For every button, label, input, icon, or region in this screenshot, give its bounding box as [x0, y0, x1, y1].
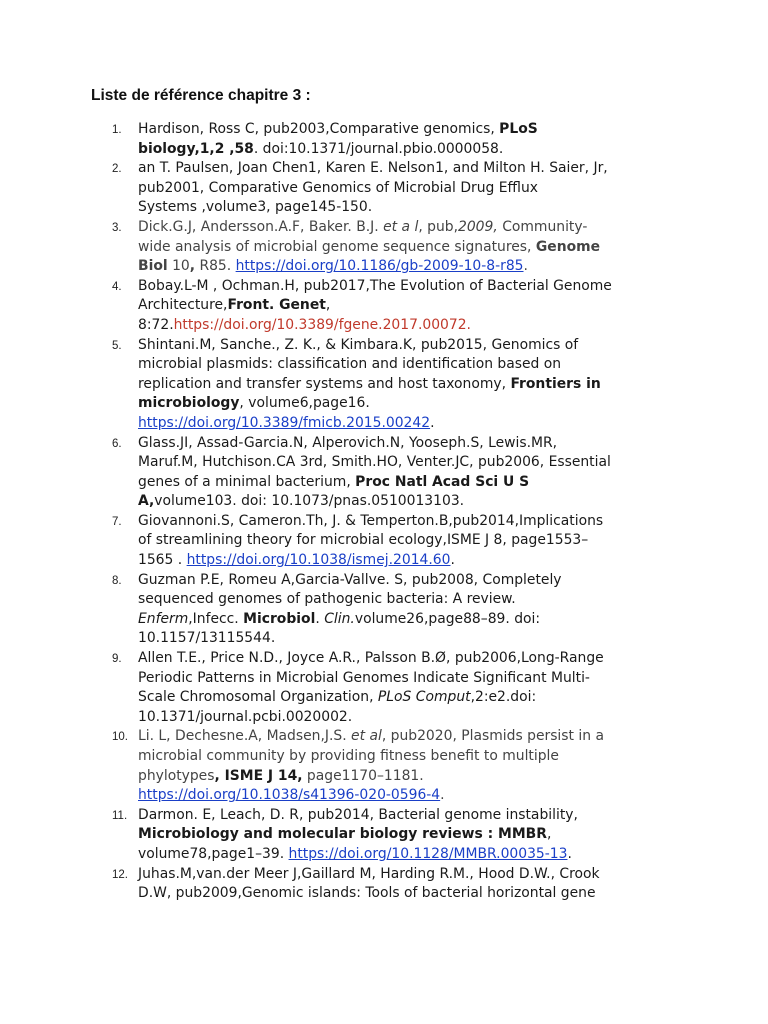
reference-line [138, 865, 678, 885]
reference-text: Scale Chromosomal Organization, [138, 689, 378, 706]
reference-line [138, 238, 678, 258]
reference-text: ,2:e2.doi: [470, 689, 537, 706]
reference-line [138, 649, 678, 669]
reference-bold-text: Genome [535, 238, 601, 255]
reference-text: ,Infecc. [188, 610, 244, 627]
reference-text: replication and transfer systems and host taxonomy, [138, 375, 511, 392]
reference-line [138, 414, 678, 434]
reference-text: pub2001, Comparative Genomics of Microbial Drug Efflux [138, 179, 539, 196]
reference-italic-text: Clin. [324, 610, 355, 627]
reference-text: . [430, 414, 435, 431]
reference-number: 6. [112, 437, 122, 450]
reference-line [138, 708, 678, 728]
reference-text: . [523, 258, 528, 275]
doi-link[interactable]: https://doi.org/10.1038/ismej.2014.60 [186, 552, 451, 569]
reference-line [138, 571, 678, 591]
reference-item [0, 571, 678, 649]
reference-number: 7. [112, 515, 122, 528]
reference-number: 4. [112, 280, 122, 293]
reference-text: genes of a minimal bacterium, [138, 473, 356, 490]
reference-number: 5. [112, 339, 122, 352]
reference-text: , [546, 826, 552, 843]
reference-line [138, 355, 678, 375]
reference-item [0, 727, 678, 805]
reference-text: 10 [167, 258, 190, 275]
reference-text: phylotypes [138, 767, 215, 784]
reference-line [138, 767, 678, 787]
doi-link[interactable]: https://doi.org/10.1186/gb-2009-10-8-r85 [235, 258, 524, 275]
reference-number: 10. [112, 731, 128, 744]
reference-text: volume103. doi: 10.1073/pnas.0510013103. [154, 493, 465, 510]
reference-line [138, 453, 678, 473]
reference-number: 11. [112, 809, 128, 822]
reference-text: . doi:10.1371/journal.pbio.0000058. [253, 140, 504, 157]
reference-line [138, 257, 678, 277]
reference-bold-text: , [189, 258, 196, 275]
reference-text: , [325, 297, 331, 314]
reference-italic-text: PLoS Comput [377, 689, 471, 706]
reference-line [138, 590, 678, 610]
reference-line [138, 845, 678, 865]
reference-text: Giovannoni.S, Cameron.Th, J. & Temperton.B,pub2014,Implications [138, 512, 604, 529]
reference-text: 8:72. [138, 316, 174, 333]
reference-line [138, 492, 678, 512]
reference-line [138, 629, 678, 649]
reference-text: of streamlining theory for microbial ecology,ISME J 8, page1553– [138, 532, 589, 549]
reference-item [0, 120, 678, 159]
reference-item [0, 218, 678, 277]
reference-line [138, 786, 678, 806]
reference-bold-text: Biol [138, 258, 168, 275]
reference-number: 9. [112, 653, 122, 666]
reference-text: , pub, [418, 218, 458, 235]
reference-line [138, 688, 678, 708]
reference-text: Li. L, Dechesne.A, Madsen,J.S. [138, 728, 352, 745]
reference-text: 10.1371/journal.pcbi.0020002. [138, 708, 353, 725]
reference-line [138, 159, 678, 179]
reference-text: https://doi.org/10.3389/fgene.2017.00072. [173, 316, 471, 333]
reference-line [138, 610, 678, 630]
reference-text: wide analysis of microbial genome sequence signatures, [138, 238, 536, 255]
reference-text: Hardison, Ross C, pub2003,Comparative genomics, [138, 121, 500, 137]
reference-bold-text: microbiology [138, 395, 240, 412]
reference-bold-text: Front. Genet [227, 297, 326, 314]
reference-text: Dick.G.J, Andersson.A.F, Baker. B.J. [138, 218, 384, 235]
reference-text: . [440, 787, 445, 804]
reference-line [138, 747, 678, 767]
reference-text: R85. [195, 258, 236, 275]
reference-line [138, 434, 678, 454]
reference-text: Architecture, [138, 297, 228, 314]
reference-bold-text: Microbiol [243, 610, 316, 627]
reference-line [138, 316, 678, 336]
reference-text: . [450, 552, 455, 569]
reference-bold-text: A, [138, 493, 155, 510]
reference-line [138, 198, 678, 218]
reference-text: volume78,page1–39. [138, 845, 289, 862]
page-title: Liste de référence chapitre 3 : [91, 87, 311, 104]
reference-text: Community- [497, 218, 588, 235]
reference-bold-text: biology,1,2 ,58 [138, 140, 254, 157]
reference-line [138, 179, 678, 199]
reference-bold-text: Frontiers in [510, 375, 601, 392]
doi-link[interactable]: https://doi.org/10.1038/s41396-020-0596-4 [138, 787, 441, 804]
reference-text: Allen T.E., Price N.D., Joyce A.R., Palsson B.Ø, pub2006,Long-Range [138, 650, 604, 667]
reference-italic-text: et al [351, 728, 382, 745]
reference-italic-text: Enferm [138, 610, 189, 627]
reference-text: . [315, 610, 325, 627]
reference-line [138, 296, 678, 316]
reference-line [138, 669, 678, 689]
reference-line [138, 375, 678, 395]
doi-link[interactable]: https://doi.org/10.1128/MMBR.00035-13 [288, 845, 568, 862]
reference-line [138, 277, 678, 297]
reference-item [0, 512, 678, 571]
reference-item [0, 649, 678, 727]
reference-line [138, 120, 678, 140]
reference-line [138, 218, 678, 238]
reference-text: 10.1157/13115544. [138, 630, 276, 647]
reference-line [138, 473, 678, 493]
reference-text: Juhas.M,van.der Meer J,Gaillard M, Harding R.M., Hood D.W., Crook [138, 865, 600, 882]
reference-line [138, 336, 678, 356]
reference-item [0, 277, 678, 336]
reference-line [138, 394, 678, 414]
reference-text: microbial community by providing fitness benefit to multiple [138, 748, 559, 764]
reference-text: Periodic Patterns in Microbial Genomes Indicate Significant Multi- [138, 669, 590, 686]
reference-bold-text: Microbiology and molecular biology reviews : MMBR [138, 826, 547, 843]
reference-line [138, 825, 678, 845]
reference-item [0, 865, 678, 904]
reference-bold-text: Proc Natl Acad Sci U S [355, 473, 530, 490]
reference-text: D.W, pub2009,Genomic islands: Tools of bacterial horizontal gene [138, 885, 596, 902]
reference-text: 1565 . [138, 552, 187, 569]
reference-text: microbial plasmids: classification and identification based on [138, 356, 562, 373]
reference-line [138, 512, 678, 532]
reference-list [0, 120, 768, 904]
reference-number: 1. [112, 124, 122, 136]
reference-number: 3. [112, 221, 122, 234]
reference-number: 8. [112, 574, 122, 587]
reference-item [0, 434, 678, 512]
reference-line [138, 727, 678, 747]
reference-line [138, 140, 678, 160]
reference-bold-text: PLoS [499, 121, 538, 137]
reference-line [138, 884, 678, 904]
reference-italic-text: 2009, [458, 218, 498, 235]
reference-text: Glass.JI, Assad-Garcia.N, Alperovich.N, Yooseph.S, Lewis.MR, [138, 434, 558, 451]
reference-number: 2. [112, 163, 122, 176]
reference-text: , volume6,page16. [239, 395, 370, 412]
reference-text: . [567, 845, 572, 862]
reference-text: page1170–1181. [302, 767, 424, 784]
reference-text: Bobay.L-M , Ochman.H, pub2017,The Evolution of Bacterial Genome [138, 277, 612, 294]
reference-text: Systems ,volume3, page145-150. [138, 199, 373, 216]
reference-item [0, 159, 678, 218]
reference-item [0, 336, 678, 434]
reference-item [0, 806, 678, 865]
reference-line [138, 551, 678, 571]
reference-line [138, 806, 678, 826]
reference-text: sequenced genomes of pathogenic bacteria: A review. [138, 591, 516, 608]
reference-text: Shintani.M, Sanche., Z. K., & Kimbara.K, pub2015, Genomics of [138, 336, 579, 353]
reference-text: Maruf.M, Hutchison.CA 3rd, Smith.HO, Venter.JC, pub2006, Essential [138, 454, 611, 471]
reference-italic-text: et a l [383, 218, 419, 235]
reference-number: 12. [112, 868, 128, 881]
reference-text: Guzman P.E, Romeu A,Garcia-Vallve. S, pub2008, Completely [138, 571, 562, 588]
reference-text: an T. Paulsen, Joan Chen1, Karen E. Nelson1, and Milton H. Saier, Jr, [138, 160, 608, 177]
reference-text: Darmon. E, Leach, D. R, pub2014, Bacterial genome instability, [138, 806, 578, 823]
reference-line [138, 531, 678, 551]
reference-text: , pub2020, Plasmids persist in a [381, 728, 604, 745]
reference-bold-text: , ISME J 14, [214, 767, 303, 784]
doi-link[interactable]: https://doi.org/10.3389/fmicb.2015.00242 [138, 414, 431, 431]
reference-text: volume26,page88–89. doi: [354, 610, 541, 627]
